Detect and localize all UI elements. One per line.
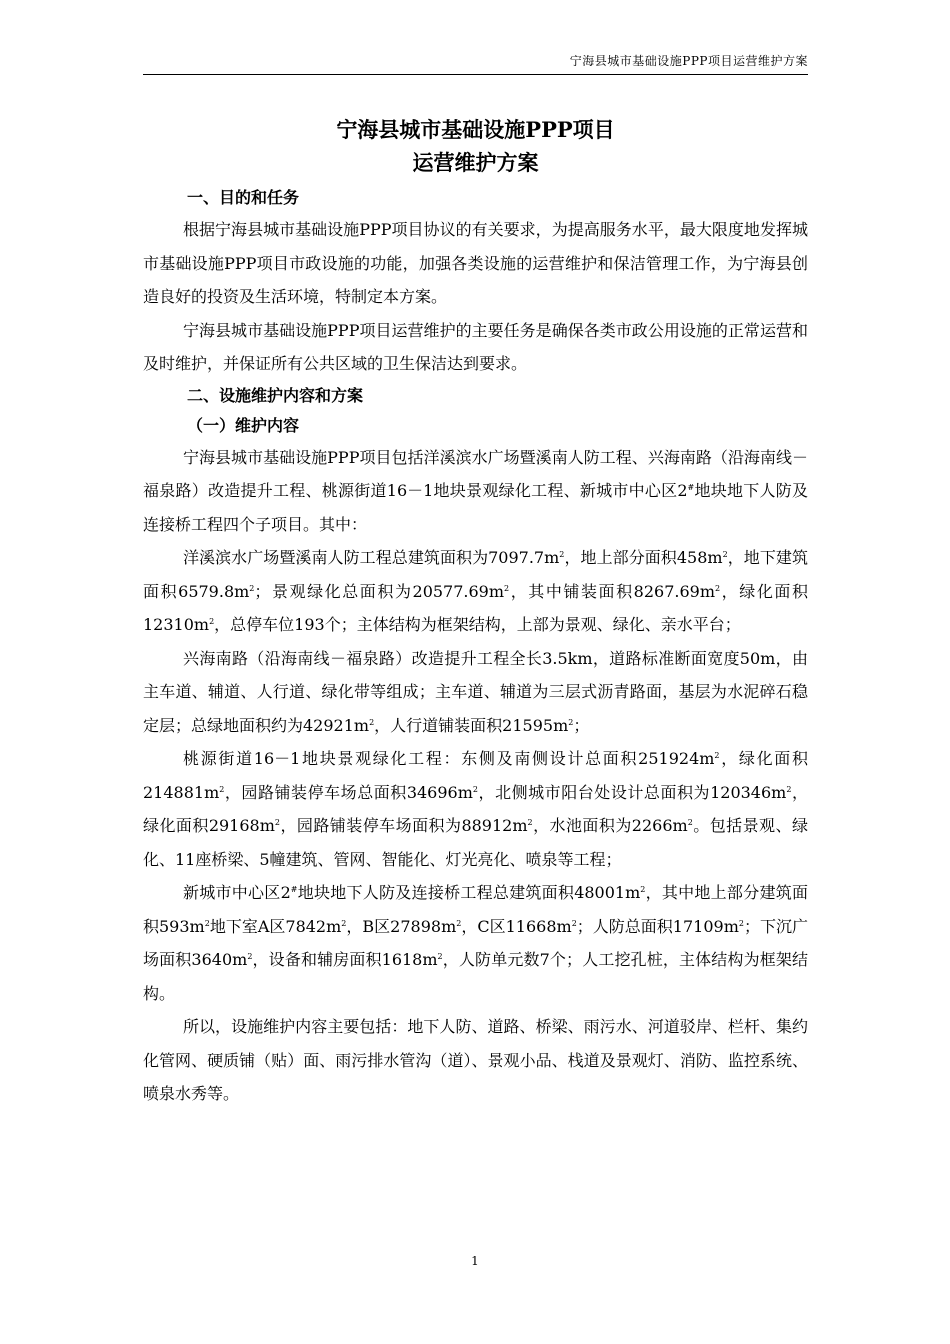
superscript: 2 [722,550,728,559]
text: ，其中地上部分建筑面积593m [143,883,808,936]
document-title-line1: 宁海县城市基础设施PPP项目 [336,117,615,142]
text: ；下沉广场面积3640m [143,916,808,969]
text: 桃源街道16－1地块景观绿化工程：东侧及南侧设计总面积251924m [183,749,715,768]
superscript: 2 [437,952,443,961]
paragraph-xinghai [143,642,808,743]
superscript: 2 [456,918,462,928]
paragraph-summary: 所以，设施维护内容主要包括：地下人防、道路、桥梁、雨污水、河道驳岸、栏杆、集约化管网、硬质铺（贴）面、雨污排水管沟（道）、景观小品、栈道及景观灯、消防、监控系统、喷泉水秀等。 [143,1017,808,1103]
superscript: 2 [204,918,210,928]
page-number: 1 [471,1254,479,1268]
text: ； [573,715,590,735]
header-rule [143,74,808,75]
text: ，园路铺装停车场总面积34696m [224,782,473,802]
superscript: 2 [715,583,721,593]
text: ，园路铺装停车场面积为88912m [279,816,528,835]
superscript: 2 [274,818,280,827]
document-body [143,183,808,1111]
text: 地块地下人防及连接桥工程四个子项目。其中： [143,481,808,534]
superscript: 2 [369,717,375,727]
superscript: # [290,885,298,894]
text: 宁海县城市基础设施PPP项目包括洋溪滨水广场暨溪南人防工程、兴海南路（沿海南线－福泉路）改造提升工程、桃源街道16－1地块景观绿化工程、新城市中心区2 [143,447,808,500]
text: ，人行道铺装面积21595m [374,715,569,735]
running-header: 宁海县城市基础设施PPP项目运营维护方案 [569,54,808,68]
text: ，绿化面积29168m [143,782,808,835]
text: ，其中铺装面积8267.69m [509,581,716,601]
superscript: 2 [738,918,744,928]
section-heading-2: 二、设施维护内容和方案 [187,385,364,405]
superscript: # [687,483,695,492]
superscript: 2 [714,751,720,760]
paragraph-tasks: 宁海县城市基础设施PPP项目运营维护的主要任务是确保各类市政公用设施的正常运营和及时维护，并保证所有公共区域的卫生保洁达到要求。 [143,320,808,373]
superscript: 2 [472,784,478,794]
superscript: 2 [568,717,574,727]
paragraph-projects [143,441,808,542]
subsection-heading-1: （一）维护内容 [187,415,300,435]
superscript: 2 [247,952,253,961]
superscript: 2 [687,818,693,827]
superscript: 2 [504,583,510,593]
text: ；人防总面积17109m [576,916,739,936]
text: ，地下建筑面积6579.8m [143,548,808,601]
text: ；景观绿化总面积为20577.69m [254,581,505,601]
text: ，总停车位193个；主体结构为框架结构，上部为景观、绿化、亲水平台； [214,615,741,634]
superscript: 2 [527,818,533,827]
text: ，水池面积为2266m [532,816,688,835]
paragraph-taoyuan [143,742,808,876]
text: 洋溪滨水广场暨溪南人防工程总建筑面积为7097.7m [183,548,560,567]
text: 地块地下人防及连接桥工程总建筑面积48001m [297,883,641,902]
text: ，绿化面积214881m [143,749,808,802]
text: ，人防单元数7个；人工挖孔桩，主体结构为框架结构。 [143,950,808,1003]
text: ，C区11668m [461,916,572,936]
text: ，设备和辅房面积1618m [252,950,438,969]
superscript: 2 [249,583,255,593]
text: ，地上部分面积458m [564,548,723,567]
superscript: 2 [571,918,577,928]
text: 新城市中心区2 [183,883,291,902]
superscript: 2 [640,885,646,894]
text: ，绿化面积12310m [143,581,808,634]
text: ，北侧城市阳台处设计总面积为120346m [477,782,787,802]
text: ，B区27898m [346,916,457,936]
paragraph-yangxi [143,541,808,642]
text: 兴海南路（沿海南线－福泉路）改造提升工程全长3.5km，道路标准断面宽度50m，由主车道、辅道、人行道、绿化带等组成；主车道、辅道为三层式沥青路面，基层为水泥碎石稳定层；总绿地面积约为42921m [143,648,808,735]
text: 地下室A区7842m [209,916,342,936]
superscript: 2 [209,617,215,626]
paragraph-purpose: 根据宁海县城市基础设施PPP项目协议的有关要求，为提高服务水平，最大限度地发挥城市基础设施PPP项目市政设施的功能，加强各类设施的运营维护和保洁管理工作，为宁海县创造良好的投资及生活环境，特制定本方案。 [143,220,808,306]
text: 。包括景观、绿化、11座桥梁、5幢建筑、管网、智能化、灯光亮化、喷泉等工程； [143,816,808,869]
superscript: 2 [786,784,792,794]
superscript: 2 [341,918,347,928]
paragraph-xincheng [143,876,808,1010]
document-title-line2: 运营维护方案 [412,150,539,175]
superscript: 2 [219,784,225,794]
superscript: 2 [559,550,565,559]
section-heading-1: 一、目的和任务 [187,188,300,207]
